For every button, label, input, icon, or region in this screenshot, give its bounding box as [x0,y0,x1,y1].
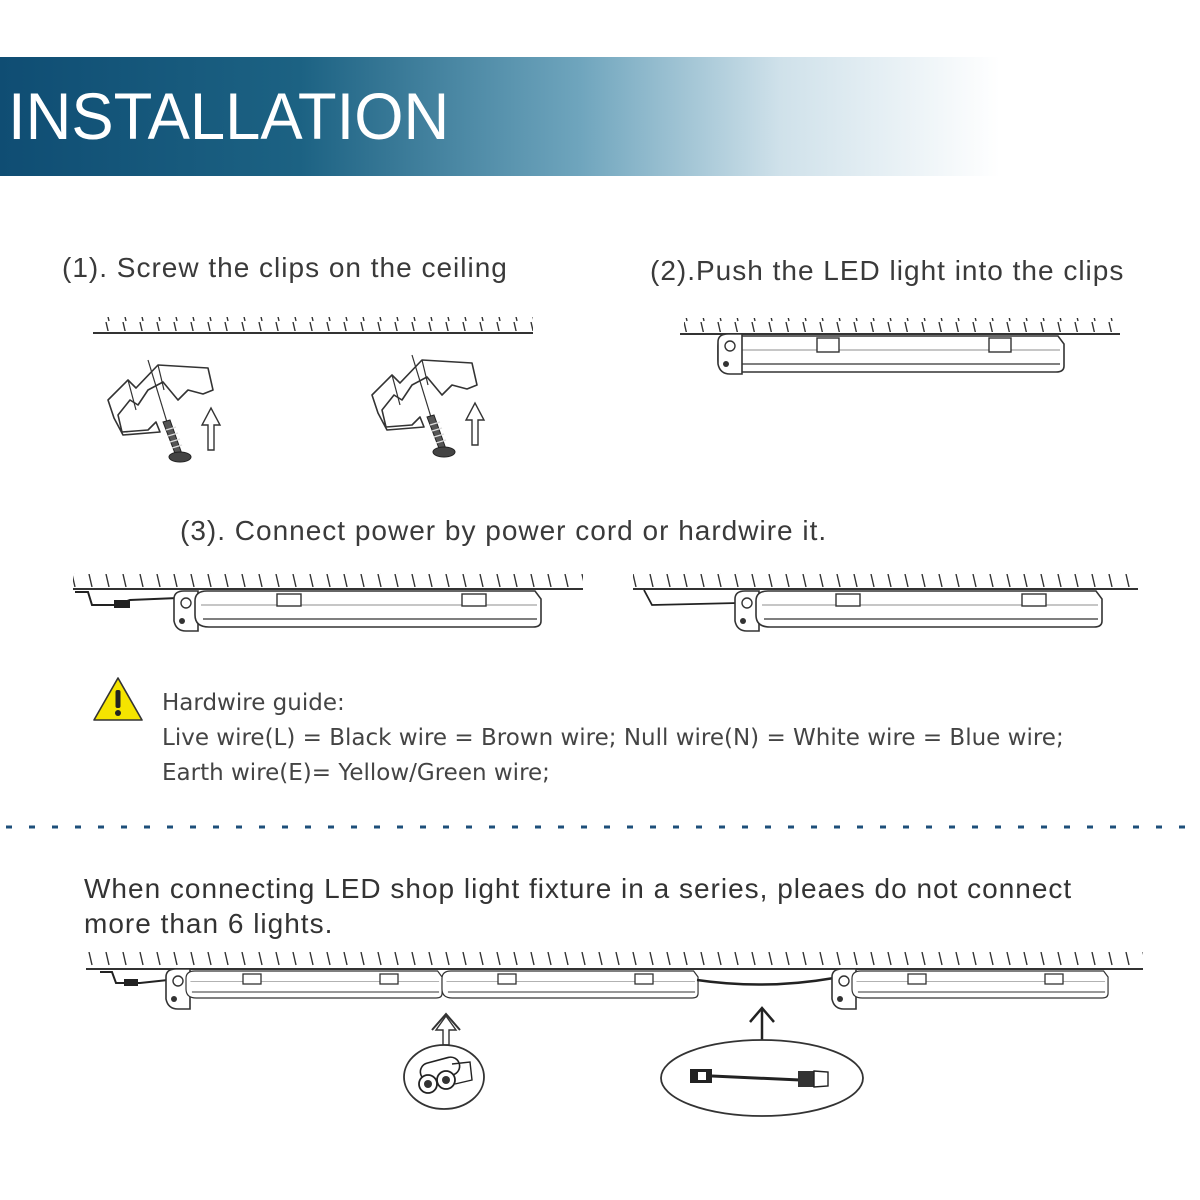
step-2-diagram [680,318,1120,374]
hardwire-guide-title: Hardwire guide: [162,690,345,716]
step-3-hardwire-diagram [633,573,1138,631]
page-title: INSTALLATION [8,79,450,153]
hardwire-guide-line-1: Live wire(L) = Black wire = Brown wire; Null wire(N) = White wire = Blue wire; [162,725,1064,751]
step-1-label: (1). Screw the clips on the ceiling [62,252,508,283]
clip-screw-icon [108,360,220,462]
warning-icon [94,678,142,720]
step-2-label: (2).Push the LED light into the clips [650,255,1125,286]
series-note-line-1: When connecting LED shop light fixture in a series, pleaes do not connect [84,873,1073,904]
step-1-diagram [93,317,533,462]
step-3-label: (3). Connect power by power cord or hardwire it. [180,515,828,546]
series-connection-diagram [86,952,1143,1116]
step-3-power-cord-diagram [73,573,583,631]
series-note-line-2: more than 6 lights. [84,908,334,939]
hardwire-guide-line-2: Earth wire(E)= Yellow/Green wire; [162,760,550,786]
clip-screw-icon [372,355,484,457]
